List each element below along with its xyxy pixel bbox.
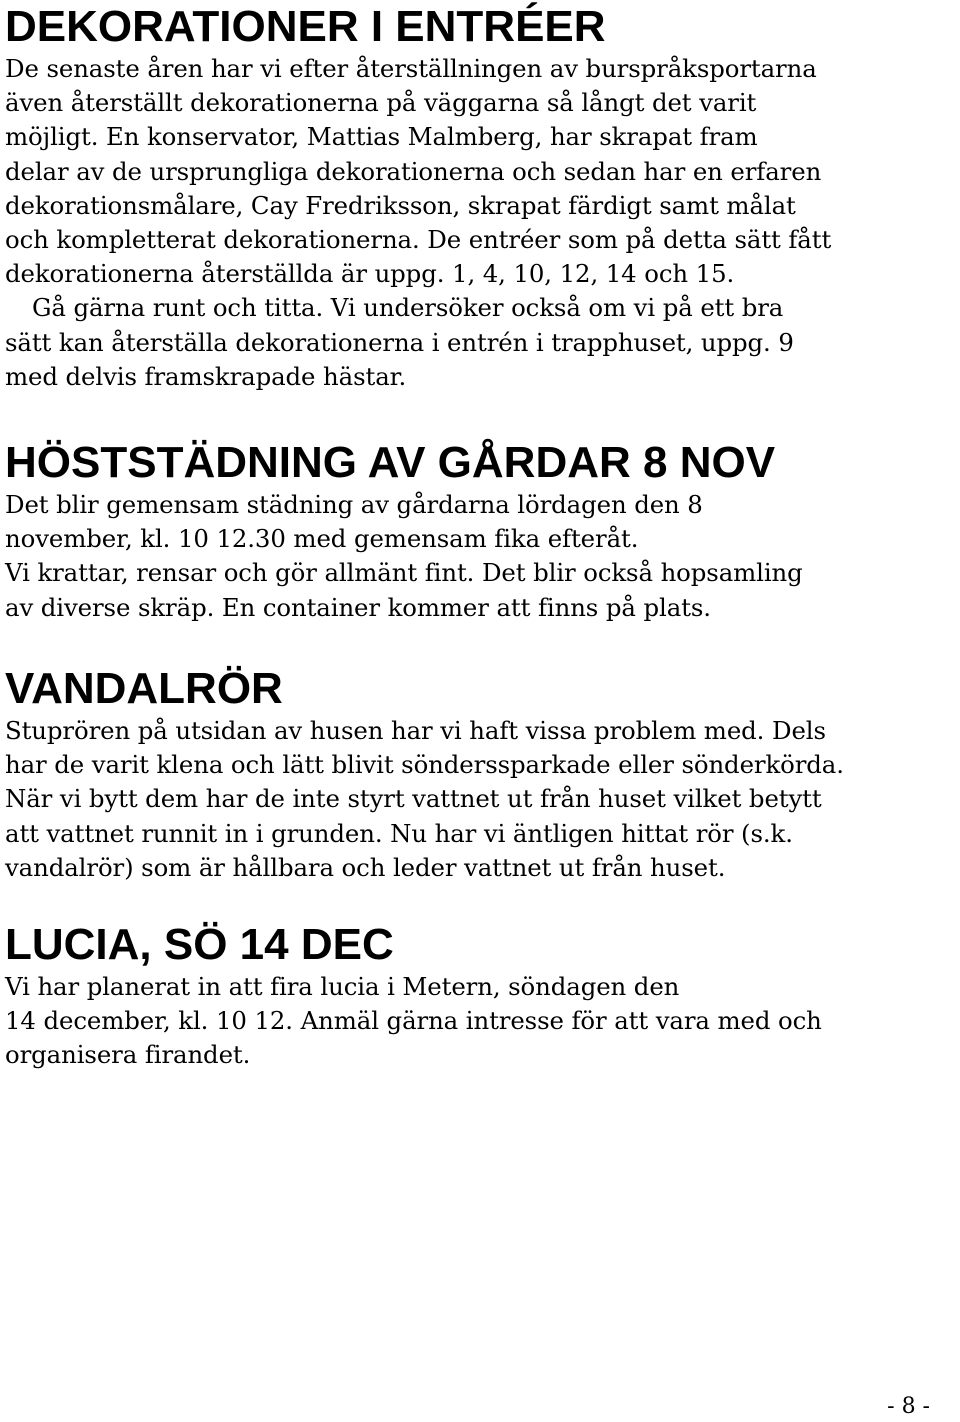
body-line: sätt kan återställa dekorationerna i entrén i trapphuset, uppg. 9 <box>5 327 794 357</box>
body-line: även återställt dekorationerna på väggarna så långt det varit <box>5 88 757 118</box>
body-line: har de varit klena och lätt blivit sönderssparkade eller sönderkörda. <box>5 750 844 780</box>
body-line: med delvis framskrapade hästar. <box>5 361 407 391</box>
section-decorations <box>5 2 831 394</box>
section-body <box>5 714 844 885</box>
body-line: De senaste åren har vi efter återställningen av burspråksportarna <box>5 54 817 83</box>
page-number: - 8 - <box>887 1394 930 1419</box>
body-line: delar av de ursprungliga dekorationerna och sedan har en erfaren <box>5 156 822 186</box>
section-autumn-cleaning <box>5 438 803 625</box>
body-line: av diverse skräp. En container kommer att finns på plats. <box>5 592 711 622</box>
body-line: När vi bytt dem har de inte styrt vattnet ut från huset vilket betytt <box>5 784 822 814</box>
body-line: Vi krattar, rensar och gör allmänt fint. Det blir också hopsamling <box>5 558 803 588</box>
body-line: dekorationerna återställda är uppg. 1, 4, 10, 12, 14 och 15. <box>5 259 735 289</box>
section-heading: LUCIA, SÖ 14 DEC <box>5 920 394 969</box>
body-line: organisera firandet. <box>5 1040 251 1070</box>
body-line: dekorationsmålare, Cay Fredriksson, skrapat färdigt samt målat <box>5 190 796 220</box>
section-heading: VANDALRÖR <box>5 664 283 713</box>
body-line: Det blir gemensam städning av gårdarna lördagen den 8 <box>5 490 703 519</box>
section-heading: HÖSTSTÄDNING AV GÅRDAR 8 NOV <box>5 438 776 487</box>
section-heading: DEKORATIONER I ENTRÉER <box>5 2 606 51</box>
section-lucia <box>5 920 822 1073</box>
body-line: Gå gärna runt och titta. Vi undersöker också om vi på ett bra <box>32 293 784 323</box>
body-line: möjligt. En konservator, Mattias Malmberg, har skrapat fram <box>5 122 758 152</box>
body-line: 14 december, kl. 10 12. Anmäl gärna intresse för att vara med och <box>5 1006 822 1036</box>
body-line: november, kl. 10 12.30 med gemensam fika efteråt. <box>5 524 639 554</box>
body-line: och kompletterat dekorationerna. De entréer som på detta sätt fått <box>5 225 832 255</box>
section-body <box>5 52 831 394</box>
section-body <box>5 970 822 1073</box>
section-vandal-pipes <box>5 664 844 885</box>
section-body <box>5 488 803 625</box>
body-line: Stuprören på utsidan av husen har vi haft vissa problem med. Dels <box>5 716 826 745</box>
body-line: Vi har planerat in att fira lucia i Metern, söndagen den <box>5 972 680 1001</box>
body-line: vandalrör) som är hållbara och leder vattnet ut från huset. <box>5 852 726 882</box>
body-line: att vattnet runnit in i grunden. Nu har vi äntligen hittat rör (s.k. <box>5 818 793 848</box>
